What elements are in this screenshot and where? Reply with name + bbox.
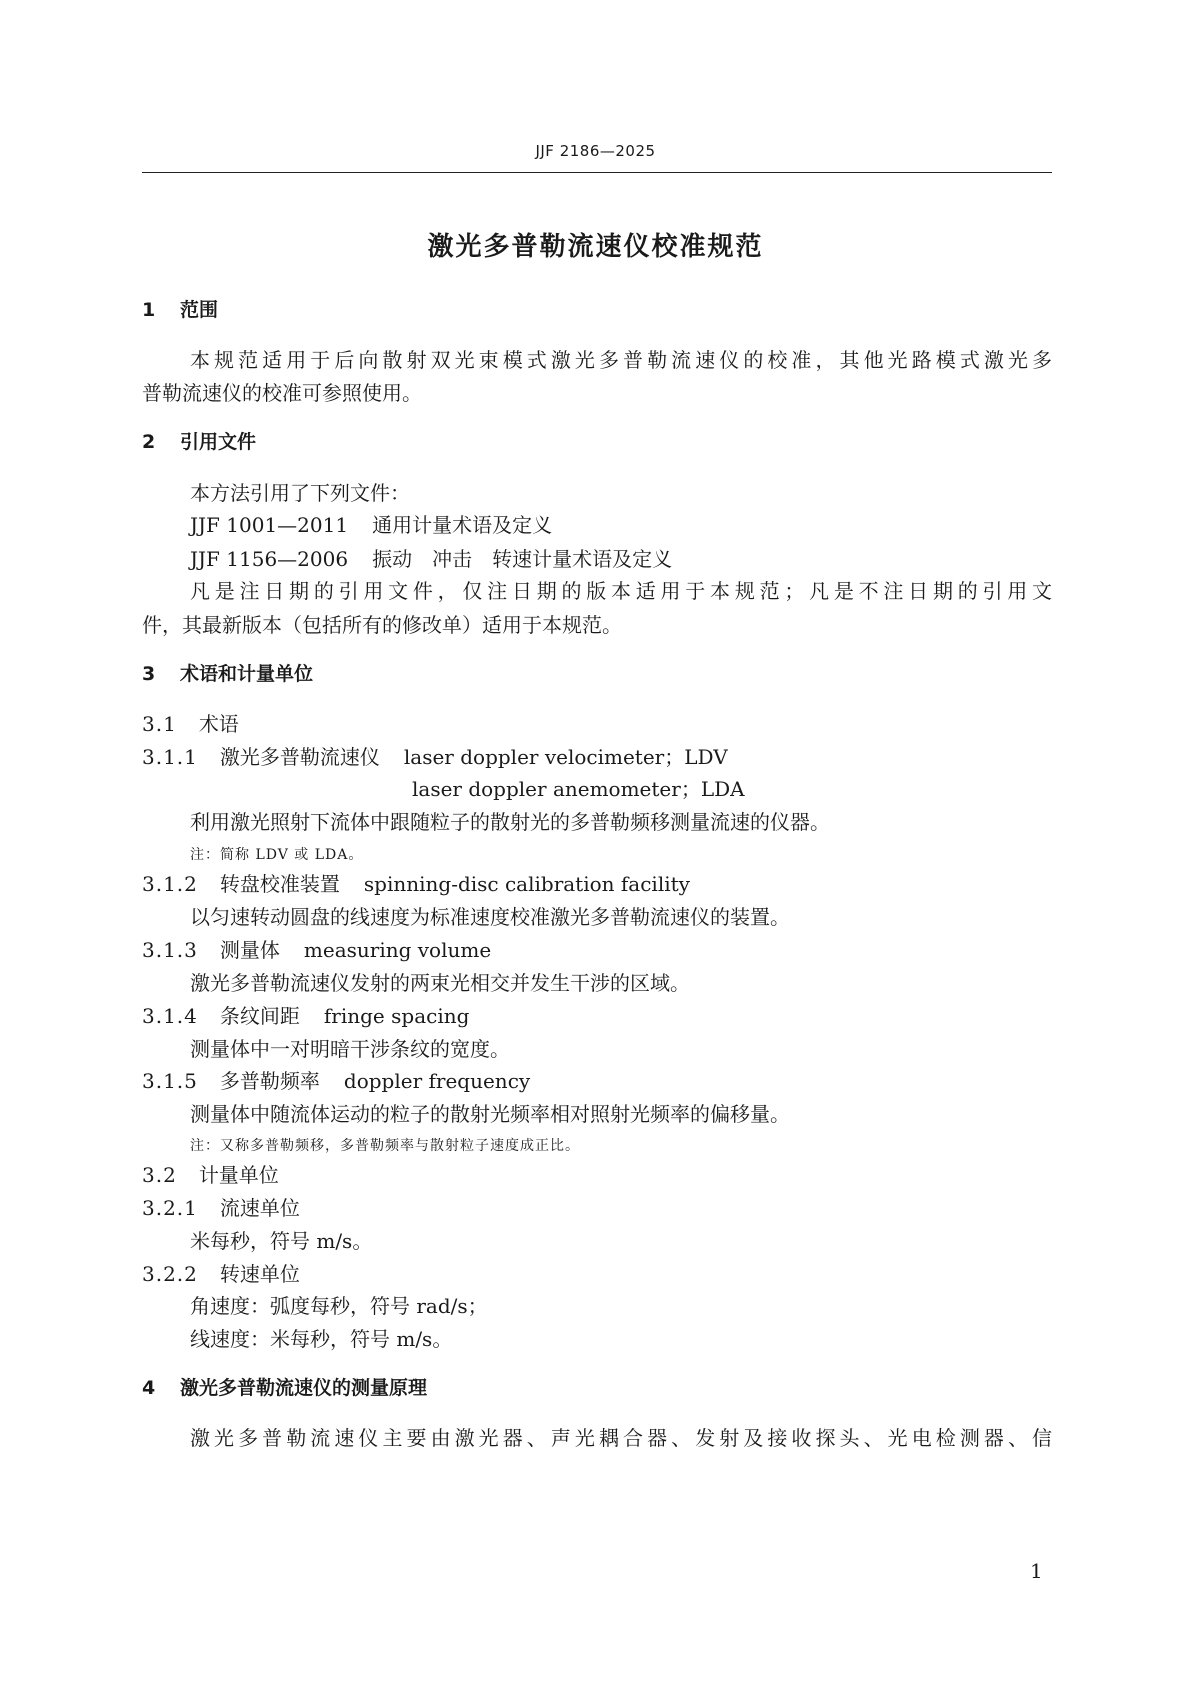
section-title: 术语和计量单位 bbox=[180, 663, 314, 685]
unit-title: 转速单位 bbox=[219, 1262, 300, 1286]
section-3-heading bbox=[142, 660, 313, 688]
section-2-heading bbox=[142, 428, 256, 456]
standard-code-header: JJF 2186—2025 bbox=[535, 142, 656, 160]
unit-description: 线速度：米每秒，符号 m/s。 bbox=[190, 1327, 453, 1351]
term-chinese: 多普勒频率 bbox=[219, 1069, 320, 1093]
reference-title: 振动 冲击 转速计量术语及定义 bbox=[372, 547, 673, 571]
section-number: 2 bbox=[142, 431, 156, 453]
unit-description: 米每秒，符号 m/s。 bbox=[190, 1229, 373, 1253]
section-title: 激光多普勒流速仪的测量原理 bbox=[180, 1377, 428, 1399]
paragraph-line: 件，其最新版本（包括所有的修改单）适用于本规范。 bbox=[142, 613, 622, 637]
page-number: 1 bbox=[1030, 1559, 1043, 1583]
term-chinese: 条纹间距 bbox=[219, 1004, 300, 1028]
term-english: spinning-disc calibration facility bbox=[363, 872, 690, 896]
section-title: 范围 bbox=[180, 299, 219, 321]
term-number: 3.1.5 bbox=[142, 1069, 198, 1093]
term-chinese: 激光多普勒流速仪 bbox=[219, 745, 380, 769]
reference-item bbox=[190, 545, 672, 573]
term-definition: 测量体中随流体运动的粒子的散射光频率相对照射光频率的偏移量。 bbox=[190, 1102, 790, 1126]
unit-description: 角速度：弧度每秒，符号 rad/s； bbox=[190, 1294, 488, 1318]
term-3-1-3 bbox=[142, 936, 491, 964]
reference-code: JJF 1156—2006 bbox=[190, 547, 349, 571]
section-number: 4 bbox=[142, 1377, 156, 1399]
paragraph-line: 本规范适用于后向散射双光束模式激光多普勒流速仪的校准，其他光路模式激光多 bbox=[190, 348, 1052, 372]
paragraph-line: 凡是注日期的引用文件，仅注日期的版本适用于本规范；凡是不注日期的引用文 bbox=[190, 579, 1052, 603]
term-note: 注：又称多普勒频移，多普勒频率与散射粒子速度成正比。 bbox=[190, 1138, 580, 1154]
term-number: 3.1.2 bbox=[142, 872, 198, 896]
subsection-3-2 bbox=[142, 1161, 279, 1189]
section-number: 1 bbox=[142, 299, 156, 321]
term-english: fringe spacing bbox=[323, 1004, 470, 1028]
term-english: doppler frequency bbox=[343, 1069, 531, 1093]
paragraph-line: 激光多普勒流速仪主要由激光器、声光耦合器、发射及接收探头、光电检测器、信 bbox=[190, 1426, 1052, 1450]
term-chinese: 测量体 bbox=[219, 938, 280, 962]
term-definition: 激光多普勒流速仪发射的两束光相交并发生干涉的区域。 bbox=[190, 971, 690, 995]
header-rule bbox=[142, 172, 1052, 173]
term-english: laser doppler velocimeter；LDV bbox=[403, 745, 728, 769]
subsection-title: 术语 bbox=[198, 712, 239, 736]
unit-title: 流速单位 bbox=[219, 1196, 300, 1220]
subsection-number: 3.1 bbox=[142, 712, 177, 736]
subsection-title: 计量单位 bbox=[198, 1163, 279, 1187]
term-3-1-5 bbox=[142, 1067, 530, 1095]
term-definition: 以匀速转动圆盘的线速度为标准速度校准激光多普勒流速仪的装置。 bbox=[190, 905, 790, 929]
term-3-1-4 bbox=[142, 1002, 469, 1030]
paragraph-line: 本方法引用了下列文件： bbox=[190, 481, 410, 505]
section-4-heading bbox=[142, 1374, 427, 1402]
term-english: measuring volume bbox=[303, 938, 492, 962]
unit-number: 3.2.2 bbox=[142, 1262, 198, 1286]
term-number: 3.1.3 bbox=[142, 938, 198, 962]
term-chinese: 转盘校准装置 bbox=[219, 872, 340, 896]
unit-3-2-1 bbox=[142, 1194, 300, 1222]
term-note: 注：简称 LDV 或 LDA。 bbox=[190, 847, 364, 863]
paragraph-line: 普勒流速仪的校准可参照使用。 bbox=[142, 381, 422, 405]
subsection-3-1 bbox=[142, 710, 239, 738]
reference-code: JJF 1001—2011 bbox=[190, 513, 349, 537]
term-3-1-2 bbox=[142, 870, 690, 898]
unit-3-2-2 bbox=[142, 1260, 300, 1288]
term-definition: 测量体中一对明暗干涉条纹的宽度。 bbox=[190, 1037, 510, 1061]
term-number: 3.1.4 bbox=[142, 1004, 198, 1028]
term-english-alt: laser doppler anemometer；LDA bbox=[412, 777, 745, 801]
document-title: 激光多普勒流速仪校准规范 bbox=[427, 232, 764, 262]
reference-item bbox=[190, 511, 552, 539]
term-number: 3.1.1 bbox=[142, 745, 198, 769]
term-3-1-1 bbox=[142, 743, 728, 771]
section-title: 引用文件 bbox=[180, 431, 257, 453]
unit-number: 3.2.1 bbox=[142, 1196, 198, 1220]
section-1-heading bbox=[142, 296, 218, 324]
section-number: 3 bbox=[142, 663, 156, 685]
term-definition: 利用激光照射下流体中跟随粒子的散射光的多普勒频移测量流速的仪器。 bbox=[190, 810, 830, 834]
reference-title: 通用计量术语及定义 bbox=[372, 513, 553, 537]
subsection-number: 3.2 bbox=[142, 1163, 177, 1187]
